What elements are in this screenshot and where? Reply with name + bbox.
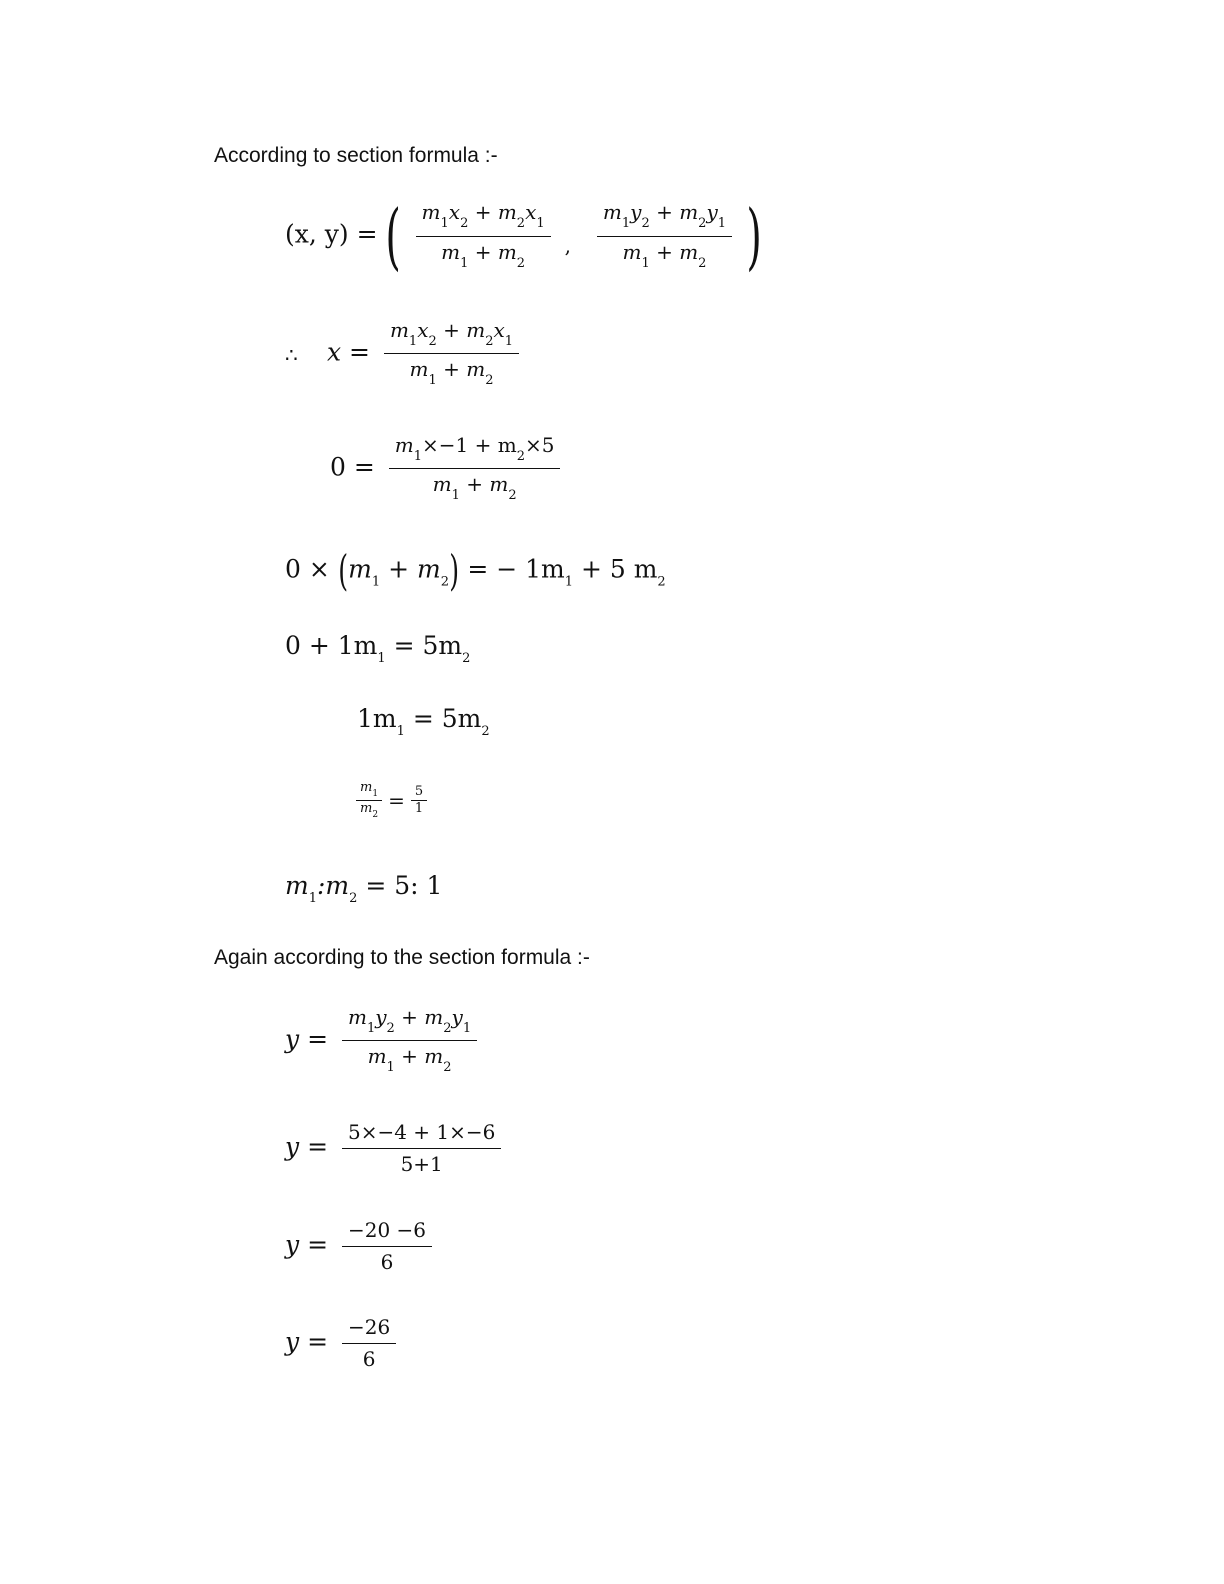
equation-lhs: 0 = <box>330 452 375 482</box>
numerator: −26 <box>342 1315 396 1344</box>
fraction <box>342 1315 396 1372</box>
numerator: −20 −6 <box>342 1218 432 1247</box>
fraction <box>389 433 561 505</box>
numerator: $m_1y_2 + m_2y_1$ <box>597 200 732 236</box>
equation-simplify-1: $0 + 1m_1 = 5m_2$ <box>285 631 471 666</box>
fraction-x <box>416 200 551 272</box>
equation-simplify-2: $1m_1 = 5m_2$ <box>357 704 490 739</box>
equation-lhs: y = <box>285 1132 329 1161</box>
equation-lhs: y = <box>285 1230 329 1259</box>
equation-substitution <box>330 433 566 505</box>
denominator: $m_1 + m_2$ <box>622 239 707 271</box>
numerator: $m_1x_2 + m_2x_1$ <box>416 200 551 236</box>
denominator: $m_1 + m_2$ <box>441 239 526 271</box>
open-paren: ( <box>338 546 348 595</box>
numerator: 5 <box>411 784 427 801</box>
numerator: $m_1x_2 + m_2x_1$ <box>384 318 519 354</box>
denominator: 6 <box>362 1347 376 1371</box>
equation-x <box>327 318 525 390</box>
equation-lhs: x = <box>327 337 370 367</box>
heading-section-formula: According to section formula :- <box>214 144 498 167</box>
fraction <box>342 1120 501 1177</box>
denominator: 6 <box>380 1250 394 1274</box>
equation-y-result <box>285 1315 402 1372</box>
close-paren: ) <box>449 546 460 595</box>
fraction <box>342 1005 477 1077</box>
denominator: $m_1 + m_2$ <box>367 1044 452 1076</box>
denominator: 5+1 <box>400 1152 443 1176</box>
fraction-right <box>411 784 427 818</box>
fraction-y <box>597 200 732 272</box>
equation-lhs: y = <box>285 1327 329 1356</box>
fraction <box>384 318 519 390</box>
therefore-symbol: ∴ <box>285 343 298 367</box>
equation-y-substitution <box>285 1120 507 1177</box>
close-paren: ) <box>746 194 762 278</box>
denominator: $m_1 + m_2$ <box>432 472 517 504</box>
equation-lhs: (x, y) = <box>285 219 378 249</box>
equation-ratio-result: $m_1:m_2 = 5$: 1 <box>285 871 443 906</box>
equation-y-step <box>285 1218 438 1275</box>
denominator: $m_1 + m_2$ <box>409 357 494 389</box>
heading-again-section-formula: Again according to the section formula :- <box>214 946 590 969</box>
numerator: $m_1$ <box>356 780 382 801</box>
equation-ratio-fraction: $\frac{m_1}{m_2}$ = $\frac{5}{1}$ <box>350 780 433 822</box>
numerator: $m_1y_2 + m_2y_1$ <box>342 1005 477 1041</box>
comma: , <box>564 233 571 258</box>
equation-lhs: y = <box>285 1024 329 1054</box>
equation-y <box>285 1005 483 1077</box>
denominator: 1 <box>414 801 424 817</box>
fraction-left <box>356 780 382 822</box>
open-paren: ( <box>385 194 402 278</box>
numerator: $m_1\times-1 + m_2\times 5$ <box>389 433 561 469</box>
equation-cross-multiply: $0 \times (m_1 + m_2)$ = − $1m_1 + 5$ $m_2$ <box>285 546 666 595</box>
fraction <box>342 1218 432 1275</box>
equation-section-formula <box>285 194 762 278</box>
numerator: 5×−4 + 1×−6 <box>342 1120 501 1149</box>
denominator: $m_2$ <box>360 801 379 821</box>
